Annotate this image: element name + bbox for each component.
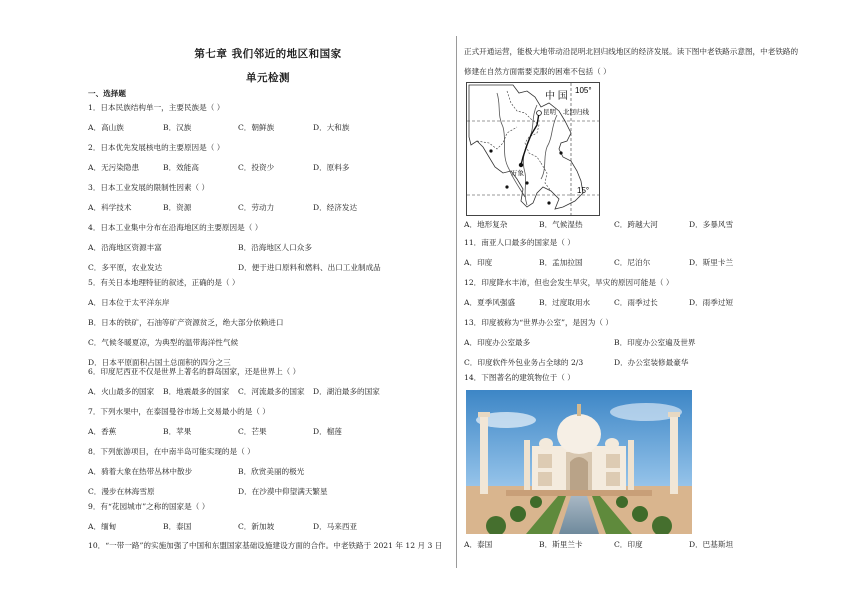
- answer-option[interactable]: C．投资少: [238, 163, 275, 172]
- question-stem: 4．日本工业集中分布在沿海地区的主要原因是（ ）: [88, 223, 263, 232]
- city-dot: [505, 185, 508, 188]
- answer-option[interactable]: B．过度取用水: [539, 298, 591, 307]
- map-label-15: 15°: [577, 186, 590, 195]
- question-stem: 1．日本民族结构单一，主要民族是（ ）: [88, 103, 225, 112]
- vientiane-marker: [519, 163, 523, 167]
- answer-option[interactable]: D．巴基斯坦: [689, 540, 734, 549]
- answer-option[interactable]: C．跨越大河: [614, 220, 658, 229]
- border-line: [541, 163, 551, 191]
- answer-option[interactable]: A．印度: [464, 258, 493, 267]
- answer-option[interactable]: B．孟加拉国: [539, 258, 583, 267]
- question-stem: 5．有关日本地理特征的叙述，正确的是（ ）: [88, 278, 240, 287]
- answer-option[interactable]: D．多暴风雪: [689, 220, 734, 229]
- answer-option[interactable]: C．印度: [614, 540, 643, 549]
- answer-option[interactable]: D．便于进口原料和燃料、出口工业制成品: [238, 263, 381, 272]
- question-stem: 9．有“花园城市”之称的国家是（ ）: [88, 502, 210, 511]
- answer-option[interactable]: C．印度软件外包业务占全球的 2/3: [464, 358, 584, 367]
- answer-option[interactable]: B．斯里兰卡: [539, 540, 583, 549]
- river: [497, 93, 525, 197]
- answer-option[interactable]: C．劳动力: [238, 203, 275, 212]
- question-stem: 13．印度被称为“世界办公室”，是因为（ ）: [464, 318, 613, 327]
- answer-option[interactable]: A．泰国: [464, 540, 493, 549]
- answer-option[interactable]: B．日本的铁矿，石油等矿产资源贫乏，绝大部分依赖进口: [88, 318, 284, 327]
- city-dot: [489, 149, 492, 152]
- answer-option[interactable]: D．办公室装修最豪华: [614, 358, 689, 367]
- answer-option[interactable]: D．榴莲: [313, 427, 342, 436]
- minaret: [524, 440, 530, 490]
- page-subtitle: 单元检测: [246, 72, 290, 84]
- page-title: 第七章 我们邻近的地区和国家: [194, 48, 342, 60]
- answer-option[interactable]: C．气候冬暖夏凉，为典型的温带海洋性气候: [88, 338, 239, 347]
- answer-option[interactable]: A．印度办公室最多: [464, 338, 531, 347]
- map-figure: [467, 83, 599, 215]
- map-label-vientiane: 万象: [511, 170, 524, 177]
- answer-option[interactable]: A．夏季风强盛: [464, 298, 516, 307]
- river: [541, 115, 557, 179]
- answer-option[interactable]: A．火山最多的国家: [88, 387, 155, 396]
- answer-option[interactable]: B．泰国: [163, 522, 192, 531]
- answer-option[interactable]: C．尼泊尔: [614, 258, 651, 267]
- answer-option[interactable]: A．日本位于太平洋东岸: [88, 298, 170, 307]
- question-stem: 11．南亚人口最多的国家是（ ）: [464, 238, 575, 247]
- section-heading: 一、选择题: [88, 89, 126, 98]
- main-dome: [557, 414, 601, 454]
- map-label-105: 105°: [575, 86, 592, 95]
- answer-option[interactable]: B．欣赏美丽的极光: [238, 467, 305, 476]
- map-label-tropic: 北回归线: [563, 109, 589, 116]
- city-dot: [559, 151, 562, 154]
- question-10-line2: 正式开通运营，能极大地带动沿昆明北回归线地区的经济发展。读下图中老铁路示意图，中老铁路的: [464, 47, 799, 56]
- answer-option[interactable]: C．河流最多的国家: [238, 387, 305, 396]
- answer-option[interactable]: B．印度办公室遍及世界: [614, 338, 696, 347]
- answer-option[interactable]: D．大和族: [313, 123, 350, 132]
- answer-option[interactable]: A．高山族: [88, 123, 124, 132]
- question-10-line1: 10．“一带一路”的实施加强了中国和东盟国家基础设施建设方面的合作。中老铁路于 2021 年 12 月 3 日: [88, 541, 443, 550]
- question-stem: 14．下图著名的建筑物位于（ ）: [464, 373, 575, 382]
- answer-option[interactable]: D．日本平原面积占国土总面积的四分之三: [88, 358, 231, 367]
- answer-option[interactable]: C．新加坡: [238, 522, 275, 531]
- taj-mahal-photo: [466, 390, 692, 534]
- answer-option[interactable]: B．地震最多的国家: [163, 387, 230, 396]
- kunming-marker: [537, 111, 542, 116]
- answer-option[interactable]: B．苹果: [163, 427, 192, 436]
- taj-mahal-illustration: [466, 390, 692, 534]
- question-stem: 8．下列旅游项目，在中南半岛可能实现的是（ ）: [88, 447, 255, 456]
- answer-option[interactable]: D．在沙漠中仰望满天繁星: [238, 487, 328, 496]
- answer-option[interactable]: A．缅甸: [88, 522, 117, 531]
- answer-option[interactable]: D．湖泊最多的国家: [313, 387, 380, 396]
- river: [523, 105, 537, 205]
- answer-option[interactable]: C．漫步在林海雪原: [88, 487, 155, 496]
- answer-option[interactable]: D．经济发达: [313, 203, 358, 212]
- answer-option[interactable]: C．雨季过长: [614, 298, 658, 307]
- answer-option[interactable]: D．马来西亚: [313, 522, 358, 531]
- map-label-china: 中 国: [545, 91, 568, 102]
- question-stem: 7．下列水果中，在泰国曼谷市场上交易最小的是（ ）: [88, 407, 270, 416]
- question-stem: 3．日本工业发展的限制性因素（ ）: [88, 183, 210, 192]
- answer-option[interactable]: A．科学技术: [88, 203, 132, 212]
- answer-option[interactable]: A．无污染隐患: [88, 163, 140, 172]
- question-stem: 2．日本优先发展核电的主要原因是（ ）: [88, 143, 225, 152]
- question-stem: 6．印度尼西亚不仅是世界上著名的群岛国家，还是世界上（ ）: [88, 367, 301, 376]
- map-label-kunming: 昆明: [543, 109, 556, 116]
- city-dot: [547, 201, 550, 204]
- minaret: [480, 416, 488, 494]
- answer-option[interactable]: A．沿海地区资源丰富: [88, 243, 162, 252]
- answer-option[interactable]: D．斯里卡兰: [689, 258, 734, 267]
- answer-option[interactable]: B．资源: [163, 203, 192, 212]
- answer-option[interactable]: C．芒果: [238, 427, 267, 436]
- answer-option[interactable]: B．效能高: [163, 163, 199, 172]
- answer-option[interactable]: A．骑着大象在热带丛林中散步: [88, 467, 193, 476]
- minaret: [628, 440, 634, 490]
- answer-option[interactable]: A．香蕉: [88, 427, 117, 436]
- minaret: [670, 416, 678, 494]
- border-line: [477, 127, 517, 149]
- answer-option[interactable]: B．沿海地区人口众多: [238, 243, 312, 252]
- question-stem: 12．印度降水丰沛，但也会发生旱灾，旱灾的原因可能是（ ）: [464, 278, 674, 287]
- china-laos-railway-map: [466, 82, 600, 216]
- answer-option[interactable]: C．朝鲜族: [238, 123, 275, 132]
- answer-option[interactable]: A．地形复杂: [464, 220, 508, 229]
- answer-option[interactable]: C．多平原，农业发达: [88, 263, 163, 272]
- column-divider: [456, 36, 457, 568]
- answer-option[interactable]: B．气候湿热: [539, 220, 583, 229]
- answer-option[interactable]: D．雨季过短: [689, 298, 734, 307]
- question-10-line3: 修建在自然方面需要克服的困难不包括（ ）: [464, 67, 611, 76]
- city-dot: [525, 181, 528, 184]
- answer-option[interactable]: B．汉族: [163, 123, 192, 132]
- answer-option[interactable]: D．原料多: [313, 163, 350, 172]
